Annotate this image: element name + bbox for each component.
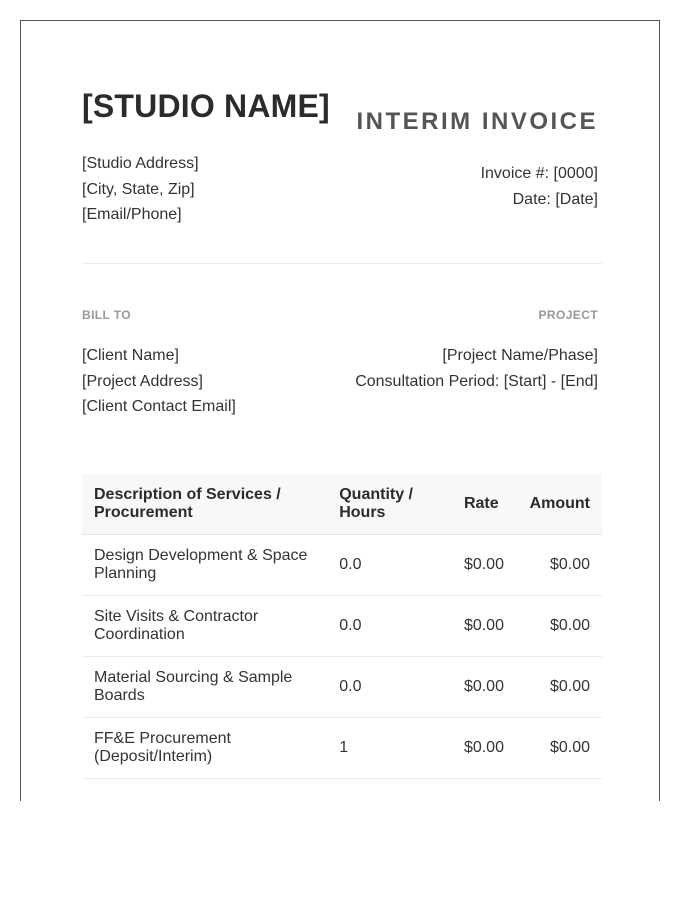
row-quantity: 1 (327, 717, 452, 778)
table-header-row (82, 474, 602, 534)
studio-address: [Studio Address] (82, 155, 199, 172)
row-amount: $0.00 (516, 595, 602, 656)
row-rate: $0.00 (452, 534, 516, 595)
row-description: FF&E Procurement (Deposit/Interim) (82, 717, 327, 778)
studio-city-state-zip: [City, State, Zip] (82, 180, 195, 198)
row-quantity: 0.0 (327, 534, 452, 595)
bill-to-label: BILL TO (82, 308, 132, 322)
project-block (355, 343, 598, 394)
row-quantity: 0.0 (327, 656, 452, 717)
row-description: Design Development & Space Planning (82, 534, 327, 595)
project-name-phase: [Project Name/Phase] (442, 347, 598, 364)
invoice-meta-block (481, 161, 598, 213)
row-quantity: 0.0 (327, 595, 452, 656)
row-amount: $0.00 (516, 656, 602, 717)
table-row (82, 534, 602, 595)
table-row (82, 656, 602, 717)
row-rate: $0.00 (452, 717, 516, 778)
header-description: Description of Services / Procurement (82, 474, 327, 534)
section-divider (82, 263, 602, 264)
header-rate: Rate (452, 474, 516, 534)
invoice-number: Invoice #: [0000] (480, 165, 598, 182)
row-rate: $0.00 (452, 595, 516, 656)
row-amount: $0.00 (516, 534, 602, 595)
table-row (82, 595, 602, 656)
invoice-page (20, 20, 660, 801)
row-amount: $0.00 (516, 717, 602, 778)
header-amount: Amount (516, 474, 602, 534)
client-name: [Client Name] (82, 347, 179, 364)
project-label: PROJECT (538, 308, 598, 322)
header-quantity: Quantity / Hours (327, 474, 452, 534)
invoice-date: Date: [Date] (512, 191, 598, 208)
row-description: Site Visits & Contractor Coordination (82, 595, 327, 656)
studio-email-phone: [Email/Phone] (82, 206, 182, 223)
row-description: Material Sourcing & Sample Boards (82, 656, 327, 717)
table-row (82, 717, 602, 778)
services-table (82, 474, 602, 779)
studio-name: [STUDIO NAME] (82, 88, 330, 124)
row-rate: $0.00 (452, 656, 516, 717)
studio-address-block (82, 151, 199, 228)
client-contact-email: [Client Contact Email] (82, 398, 236, 415)
bill-to-block (82, 343, 236, 420)
consultation-period: Consultation Period: [Start] - [End] (355, 372, 598, 390)
document-title: INTERIM INVOICE (356, 108, 598, 135)
project-address: [Project Address] (82, 372, 203, 390)
